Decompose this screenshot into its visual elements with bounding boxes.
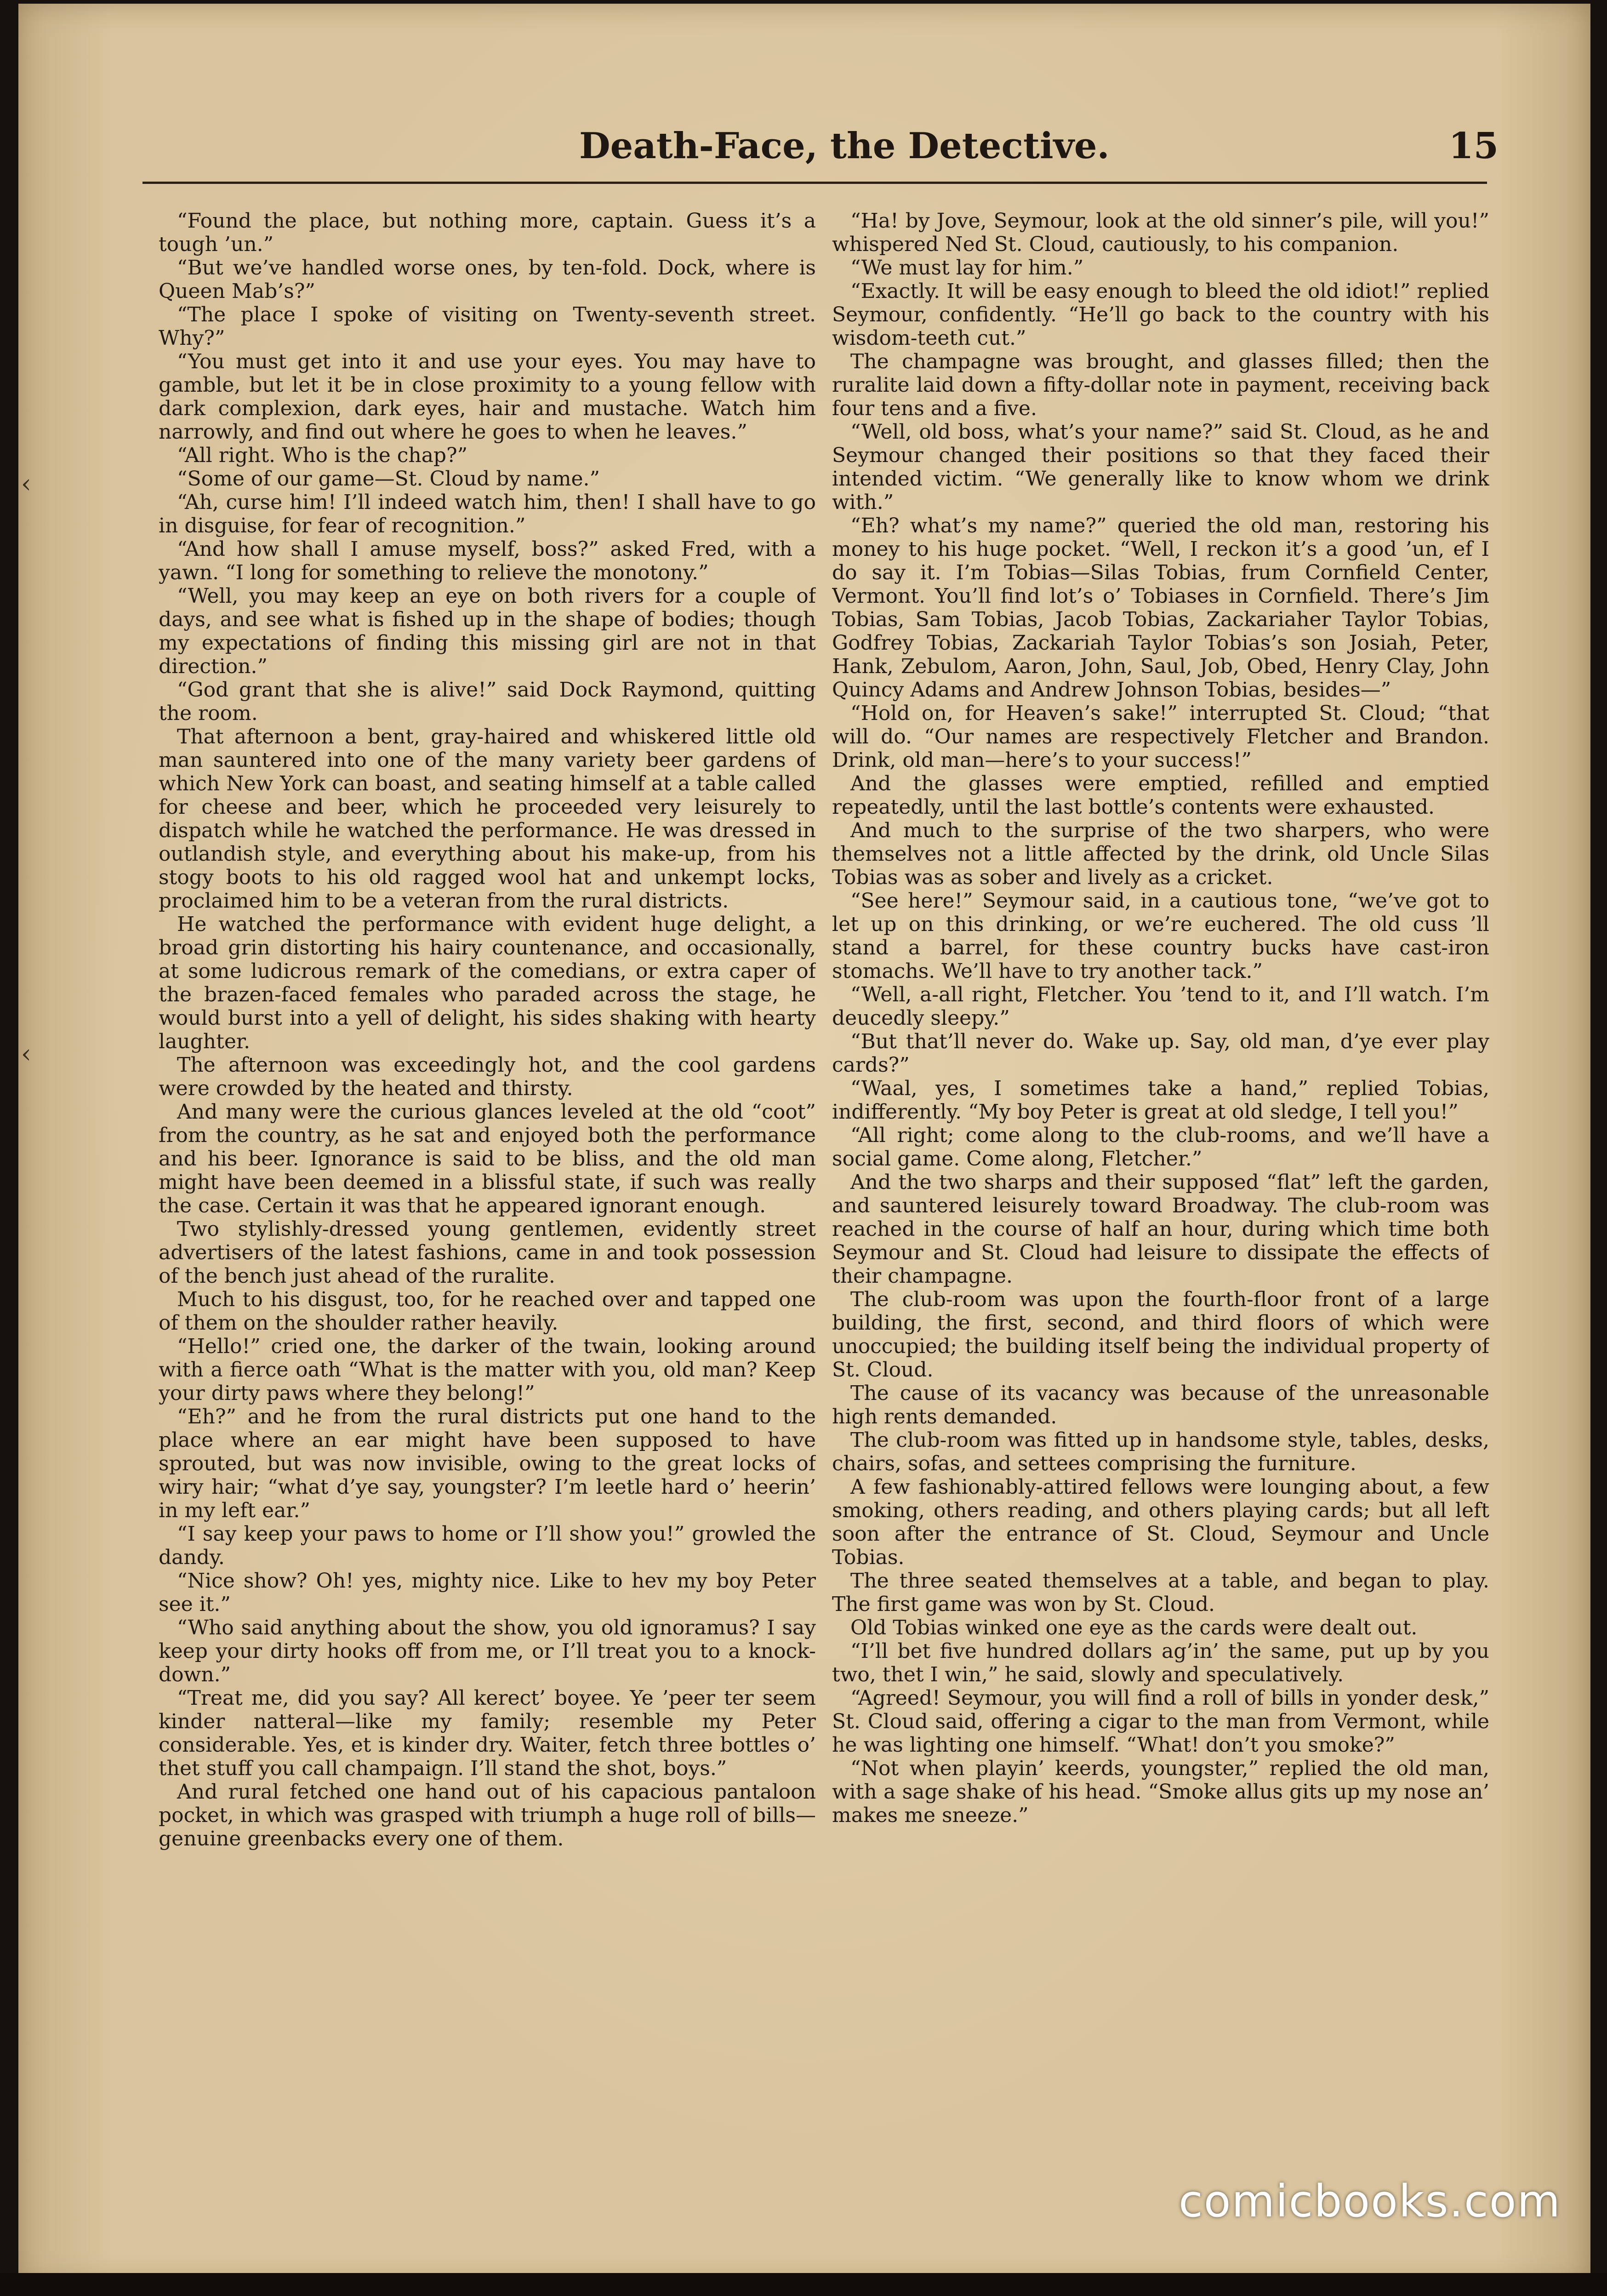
page-header: [561, 125, 1499, 176]
paragraph: “Ha! by Jove, Seymour, look at the old sinner’s pile, will you!” whispered Ned St. Cloud, cautiously, to his companion.: [832, 209, 1489, 256]
paragraph: “Some of our game—St. Cloud by name.”: [177, 467, 600, 491]
paragraph: The club-room was fitted up in handsome style, tables, desks, chairs, sofas, and settees comprising the furniture.: [832, 1428, 1489, 1475]
paragraph: “See here!” Seymour said, in a cautious tone, “we’ve got to let up on this drinking, or we’re euchered. The old cuss ’ll stand a barrel, for these country bucks have cast-iron stomachs. We’ll have to try another tack.”: [832, 889, 1489, 983]
watermark: comicbooks.com: [1178, 2176, 1561, 2227]
binding-mark: ‹: [21, 469, 32, 499]
paragraph: “Well, old boss, what’s your name?” said St. Cloud, as he and Seymour changed their positions so that they faced their intended victim. “We generally like to know whom we drink with.”: [832, 420, 1489, 514]
paragraph: “All right; come along to the club-rooms, and we’ll have a social game. Come along, Fletcher.”: [832, 1124, 1489, 1171]
paragraph: “I say keep your paws to home or I’ll show you!” growled the dandy.: [159, 1522, 816, 1569]
paragraph: “Well, you may keep an eye on both rivers for a couple of days, and see what is fished up in the shape of bodies; though my expectations of finding this missing girl are not in that direction.”: [159, 584, 816, 678]
paragraph: “Hello!” cried one, the darker of the twain, looking around with a fierce oath “What is the matter with you, old man? Keep your dirty paws where they belong!”: [159, 1335, 816, 1405]
text-column-right: [832, 209, 1489, 2159]
header-rule: [142, 182, 1487, 184]
paragraph: “I’ll bet five hundred dollars ag’in’ the same, put up by you two, thet I win,” he said, slowly and speculatively.: [832, 1639, 1489, 1686]
paragraph: “But we’ve handled worse ones, by ten-fold. Dock, where is Queen Mab’s?”: [159, 256, 816, 303]
paragraph: “Nice show? Oh! yes, mighty nice. Like to hev my boy Peter see it.”: [159, 1569, 816, 1616]
paragraph: “Agreed! Seymour, you will find a roll of bills in yonder desk,” St. Cloud said, offering a cigar to the man from Vermont, while he was lighting one himself. “What! don’t you smoke?”: [832, 1686, 1489, 1757]
paragraph: “Well, a-all right, Fletcher. You ’tend to it, and I’ll watch. I’m deucedly sleepy.”: [832, 983, 1489, 1030]
paragraph: “Eh? what’s my name?” queried the old man, restoring his money to his huge pocket. “Well, I reckon it’s a good ’un, ef I do say it. I’m Tobias—Silas Tobias, frum Cornfield Center, Vermont. You’ll find lot’s o’ Tobiases in Cornfield. There’s Jim Tobias, Sam Tobias, Jacob Tobias, Zackariaher Taylor Tobias, Godfrey Tobias, Zackariah Taylor Tobias’s son Josiah, Peter, Hank, Zebulom, Aaron, John, Saul, Job, Obed, Henry Clay, John Quincy Adams and Andrew Johnson Tobias, besides—”: [832, 514, 1489, 702]
running-title: Death-Face, the Detective.: [579, 125, 1110, 167]
paragraph: The cause of its vacancy was because of the unreasonable high rents demanded.: [832, 1382, 1489, 1428]
paragraph: The club-room was upon the fourth-floor front of a large building, the first, second, and third floors of which were unoccupied; the building itself being the individual property of St. Cloud.: [832, 1288, 1489, 1382]
paragraph: “You must get into it and use your eyes. You may have to gamble, but let it be in close proximity to a young fellow with dark complexion, dark eyes, hair and mustache. Watch him narrowly, and find out where he goes to when he leaves.”: [159, 350, 816, 444]
paragraph: “God grant that she is alive!” said Dock Raymond, quitting the room.: [159, 678, 816, 725]
paragraph: “But that’ll never do. Wake up. Say, old man, d’ye ever play cards?”: [832, 1030, 1489, 1077]
paragraph: A few fashionably-attired fellows were lounging about, a few smoking, others reading, and others playing cards; but all left soon after the entrance of St. Cloud, Seymour and Uncle Tobias.: [832, 1475, 1489, 1569]
paragraph: “And how shall I amuse myself, boss?” asked Fred, with a yawn. “I long for something to relieve the monotony.”: [159, 537, 816, 584]
binding-mark: ‹: [21, 1039, 32, 1069]
paragraph: The champagne was brought, and glasses filled; then the ruralite laid down a fifty-dollar note in payment, receiving back four tens and a five.: [832, 350, 1489, 420]
paragraph: “We must lay for him.”: [850, 256, 1084, 280]
paragraph: “Eh?” and he from the rural districts put one hand to the place where an ear might have been supposed to have sprouted, but was now invisible, owing to the great locks of wiry hair; “what d’ye say, youngster? I’m leetle hard o’ heerin’ in my left ear.”: [159, 1405, 816, 1522]
paragraph: “Who said anything about the show, you old ignoramus? I say keep your dirty hooks off from me, or I’ll treat you to a knock-down.”: [159, 1616, 816, 1686]
paragraph: “Ah, curse him! I’ll indeed watch him, then! I shall have to go in disguise, for fear of recognition.”: [159, 491, 816, 537]
paragraph: “All right. Who is the chap?”: [177, 444, 468, 467]
paragraph: “Exactly. It will be easy enough to bleed the old idiot!” replied Seymour, confidently. “He’ll go back to the country with his wisdom-teeth cut.”: [832, 280, 1489, 350]
paragraph: “Found the place, but nothing more, captain. Guess it’s a tough ’un.”: [159, 209, 816, 256]
paragraph: “Waal, yes, I sometimes take a hand,” replied Tobias, indifferently. “My boy Peter is great at old sledge, I tell you!”: [832, 1077, 1489, 1124]
paragraph: “Hold on, for Heaven’s sake!” interrupted St. Cloud; “that will do. “Our names are respectively Fletcher and Brandon. Drink, old man—here’s to your success!”: [832, 702, 1489, 772]
paragraph: Old Tobias winked one eye as the cards were dealt out.: [850, 1616, 1418, 1639]
paragraph: And much to the surprise of the two sharpers, who were themselves not a little affected by the drink, old Uncle Silas Tobias was as sober and lively as a cricket.: [832, 819, 1489, 889]
paragraph: “Treat me, did you say? All kerect’ boyee. Ye ’peer ter seem kinder natteral—like my family; resemble my Peter considerable. Yes, et is kinder dry. Waiter, fetch three bottles o’ thet stuff you call champaign. I’ll stand the shot, boys.”: [159, 1686, 816, 1780]
paragraph: “Not when playin’ keerds, youngster,” replied the old man, with a sage shake of his head. “Smoke allus gits up my nose an’ makes me sneeze.”: [832, 1757, 1489, 1827]
paragraph: That afternoon a bent, gray-haired and whiskered little old man sauntered into one of the many variety beer gardens of which New York can boast, and seating himself at a table called for cheese and beer, which he proceeded very leisurely to dispatch while he watched the performance. He was dressed in outlandish style, and everything about his make-up, from his stogy boots to his old ragged wool hat and unkempt locks, proclaimed him to be a veteran from the rural districts.: [159, 725, 816, 913]
paragraph: He watched the performance with evident huge delight, a broad grin distorting his hairy countenance, and occasionally, at some ludicrous remark of the comedians, or extra caper of the brazen-faced females who paraded across the stage, he would burst into a yell of delight, his sides shaking with hearty laughter.: [159, 913, 816, 1053]
paragraph: Much to his disgust, too, for he reached over and tapped one of them on the shoulder rather heavily.: [159, 1288, 816, 1335]
paragraph: The afternoon was exceedingly hot, and the cool gardens were crowded by the heated and thirsty.: [159, 1053, 816, 1100]
paragraph: “The place I spoke of visiting on Twenty-seventh street. Why?”: [159, 303, 816, 350]
paragraph: And the two sharps and their supposed “flat” left the garden, and sauntered leisurely toward Broadway. The club-room was reached in the course of half an hour, during which time both Seymour and St. Cloud had leisure to dissipate the effects of their champagne.: [832, 1171, 1489, 1288]
text-column-left: [159, 209, 816, 2159]
paragraph: And rural fetched one hand out of his capacious pantaloon pocket, in which was grasped with triumph a huge roll of bills—genuine greenbacks every one of them.: [159, 1780, 816, 1851]
paragraph: Two stylishly-dressed young gentlemen, evidently street advertisers of the latest fashions, came in and took possession of the bench just ahead of the ruralite.: [159, 1217, 816, 1288]
scan-bottom-edge: [0, 2273, 1607, 2296]
paragraph: And many were the curious glances leveled at the old “coot” from the country, as he sat and enjoyed both the performance and his beer. Ignorance is said to be bliss, and the old man might have been deemed in a blissful state, if such was really the case. Certain it was that he appeared ignorant enough.: [159, 1100, 816, 1217]
page-number: 15: [1448, 125, 1499, 167]
paragraph: And the glasses were emptied, refilled and emptied repeatedly, until the last bottle’s contents were exhausted.: [832, 772, 1489, 819]
paragraph: The three seated themselves at a table, and began to play. The first game was won by St. Cloud.: [832, 1569, 1489, 1616]
